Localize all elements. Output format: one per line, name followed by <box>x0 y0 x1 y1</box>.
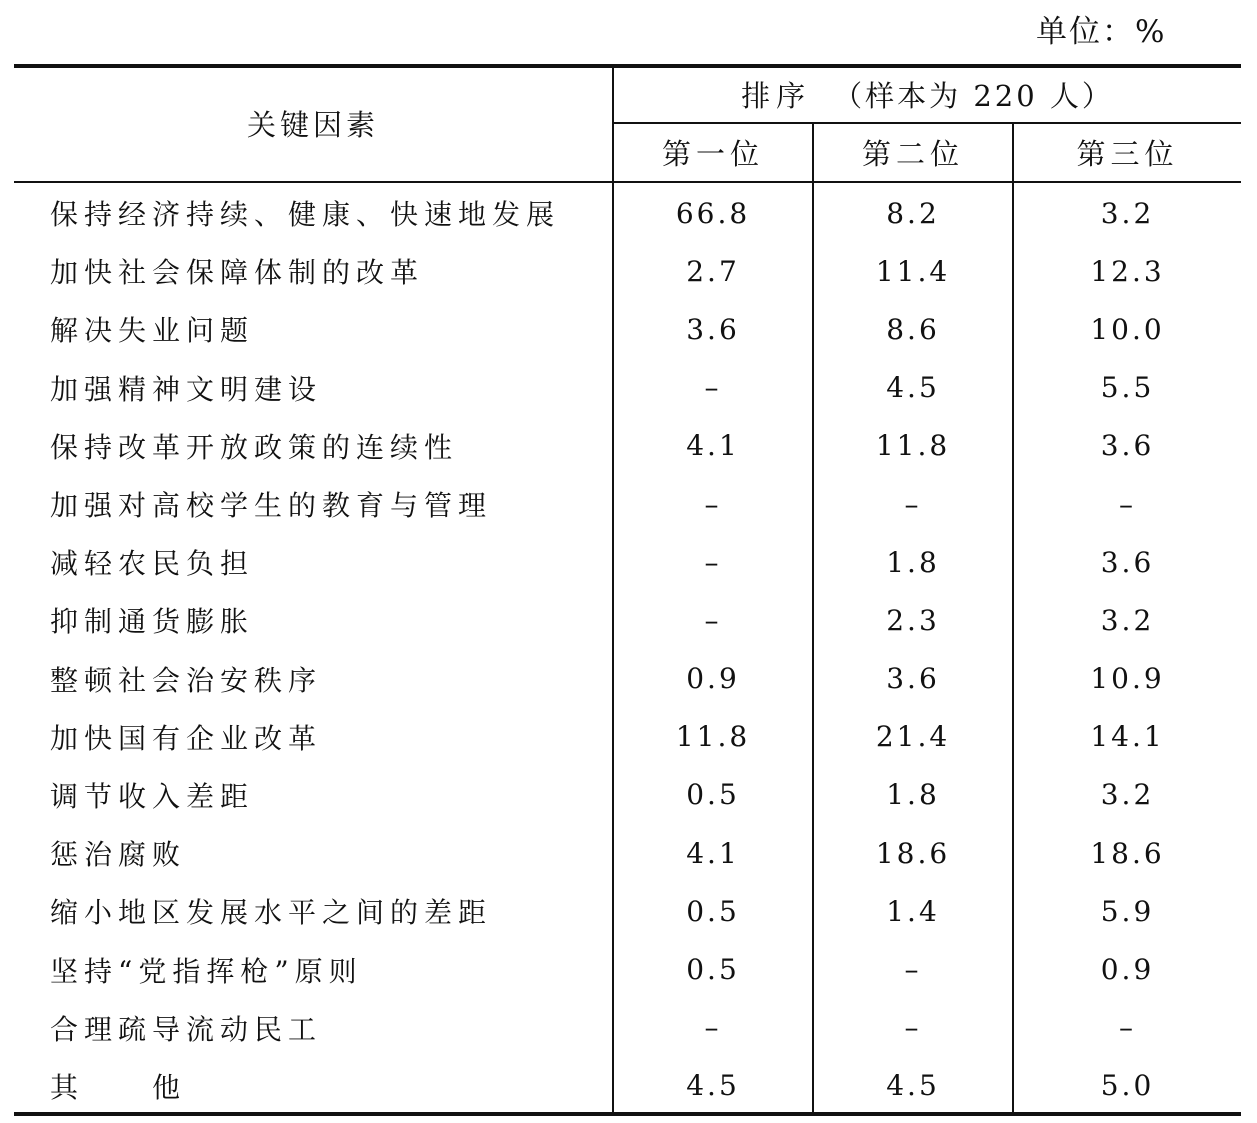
value-cell: 1.8 <box>886 778 940 812</box>
table-row <box>14 650 1241 708</box>
value-cell: 3.6 <box>1100 545 1155 579</box>
column-header-second: 第二位 <box>861 137 964 171</box>
value-cell: 4.1 <box>686 836 740 870</box>
table-row <box>14 591 1241 649</box>
factor-cell: 加快社会保障体制的改革 <box>50 256 425 290</box>
value-cell: 4.5 <box>886 371 940 405</box>
table-row <box>14 999 1241 1057</box>
value-cell: 5.5 <box>1100 371 1155 405</box>
value-cell: 12.3 <box>1090 254 1165 288</box>
factor-column-header: 关键因素 <box>246 108 379 142</box>
table-body <box>14 184 1241 1115</box>
value-cell: 2.7 <box>686 254 740 288</box>
column-header-first: 第一位 <box>661 137 764 171</box>
value-cell: 3.2 <box>1100 778 1155 812</box>
factor-cell: 坚持“党指挥枪”原则 <box>50 954 363 988</box>
value-cell: 66.8 <box>675 196 751 230</box>
value-cell: 10.0 <box>1090 312 1165 346</box>
table-row <box>14 184 1241 242</box>
value-cell: 1.8 <box>886 545 940 579</box>
factor-cell: 其 他 <box>50 1070 187 1104</box>
value-cell: – <box>1119 1011 1136 1045</box>
factor-cell: 减轻农民负担 <box>50 547 255 581</box>
value-cell: – <box>704 545 722 579</box>
value-cell: 3.6 <box>686 312 740 346</box>
table-row <box>14 417 1241 475</box>
unit-label: 单位：% <box>1036 14 1167 50</box>
value-cell: 0.5 <box>686 778 740 812</box>
value-cell: 0.9 <box>1100 953 1155 987</box>
value-cell: – <box>704 371 722 405</box>
sample-size-note: （样本为 220 人） <box>833 78 1114 113</box>
factor-cell: 抑制通货膨胀 <box>50 605 255 639</box>
value-cell: – <box>904 487 922 521</box>
factor-cell: 保持改革开放政策的连续性 <box>50 430 459 464</box>
factor-cell: 保持经济持续、健康、快速地发展 <box>50 198 561 232</box>
value-cell: 3.2 <box>1100 603 1155 637</box>
value-cell: 11.8 <box>675 720 751 754</box>
factor-cell: 加强精神文明建设 <box>50 372 323 406</box>
value-cell: 0.5 <box>686 953 740 987</box>
value-cell: 5.0 <box>1100 1069 1155 1103</box>
value-cell: 3.6 <box>886 662 940 696</box>
value-cell: 4.5 <box>886 1069 940 1103</box>
value-cell: 14.1 <box>1090 720 1165 754</box>
value-cell: 4.5 <box>686 1069 740 1103</box>
value-cell: – <box>704 1011 722 1045</box>
value-cell: – <box>704 487 722 521</box>
column-header-third: 第三位 <box>1076 137 1179 171</box>
rank-group-header <box>614 66 1241 122</box>
rank-header-label: 排序 <box>741 78 812 113</box>
table-row <box>14 300 1241 358</box>
value-cell: 0.9 <box>686 662 740 696</box>
factor-cell: 解决失业问题 <box>50 314 255 348</box>
table-row <box>14 533 1241 591</box>
table-row <box>14 1057 1241 1115</box>
value-cell: 4.1 <box>686 429 740 463</box>
value-cell: – <box>904 953 922 987</box>
value-cell: 2.3 <box>886 603 940 637</box>
table-row <box>14 824 1241 882</box>
value-cell: 18.6 <box>1090 836 1165 870</box>
table-row <box>14 242 1241 300</box>
value-cell: 11.8 <box>875 429 951 463</box>
value-cell: 3.6 <box>1100 429 1155 463</box>
value-cell: 5.9 <box>1100 894 1155 928</box>
factor-cell: 调节收入差距 <box>50 779 255 813</box>
table-row <box>14 766 1241 824</box>
value-cell: – <box>904 1011 922 1045</box>
value-cell: 0.5 <box>686 894 740 928</box>
factor-cell: 合理疏导流动民工 <box>50 1012 323 1046</box>
factor-cell: 惩治腐败 <box>50 838 187 872</box>
value-cell: 10.9 <box>1090 662 1165 696</box>
value-cell: 1.4 <box>886 894 940 928</box>
factor-cell: 整顿社会治安秩序 <box>50 663 323 697</box>
value-cell: 8.2 <box>886 196 940 230</box>
value-cell: 11.4 <box>875 254 951 288</box>
table-row <box>14 475 1241 533</box>
value-cell: – <box>704 603 722 637</box>
table-header-rule <box>14 181 1241 183</box>
factor-cell: 缩小地区发展水平之间的差距 <box>50 896 493 930</box>
table-row <box>14 882 1241 940</box>
value-cell: 18.6 <box>875 836 951 870</box>
value-cell: 3.2 <box>1100 196 1155 230</box>
table-row <box>14 359 1241 417</box>
factor-cell: 加强对高校学生的教育与管理 <box>50 489 493 523</box>
value-cell: 21.4 <box>875 720 951 754</box>
table-row <box>14 708 1241 766</box>
value-cell: – <box>1119 487 1136 521</box>
factor-cell: 加快国有企业改革 <box>50 721 323 755</box>
value-cell: 8.6 <box>886 312 940 346</box>
table-row <box>14 940 1241 998</box>
